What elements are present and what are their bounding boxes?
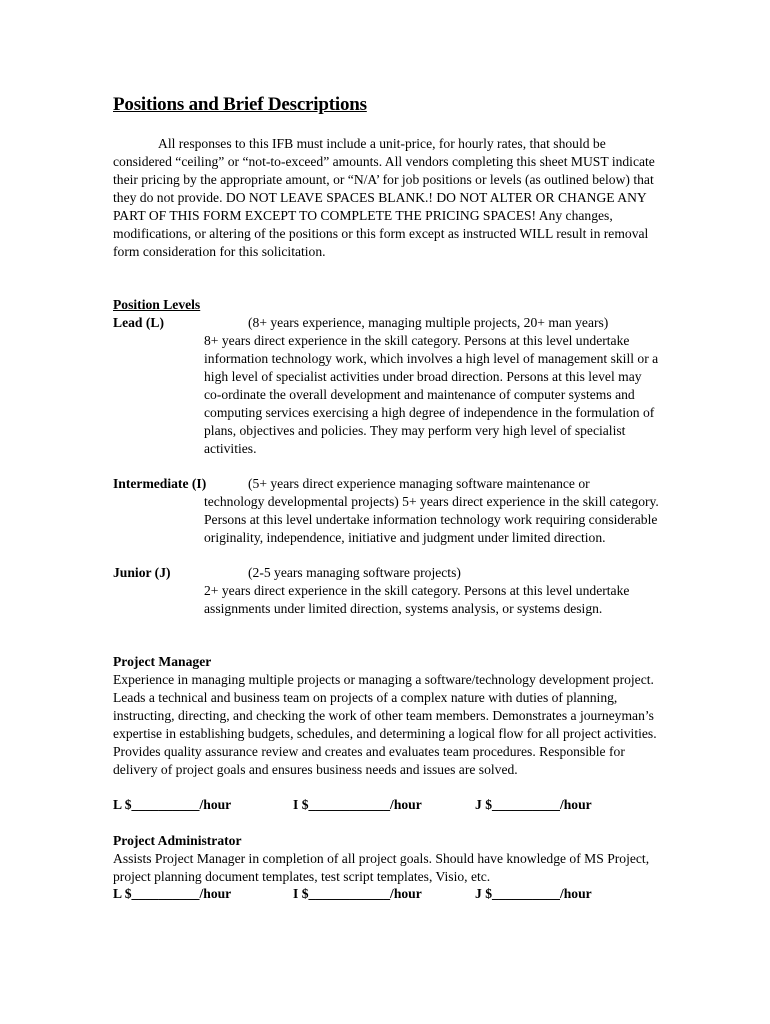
rate-lead-field[interactable]: L $__________/hour — [113, 886, 232, 901]
level-range: (8+ years experience, managing multiple projects, 20+ man years) — [248, 315, 609, 330]
level-description: 8+ years direct experience in the skill category. Persons at this level undertake information technology work, which involves a high level of management skill or a high level of specialist activities under broad direction. Persons at this level may co-ordinate the overall development and maintenance of computer systems and computing services exercising a high degree of independence in the formulation of plans, objectives and policies. They may perform very high level of specialist activities. — [204, 333, 659, 456]
level-lead — [113, 314, 663, 458]
level-description: 2+ years direct experience in the skill category. Persons at this level undertake assignments under limited direction, systems analysis, or systems design. — [204, 583, 630, 616]
project-administrator-heading: Project Administrator — [113, 833, 242, 848]
project-manager-heading: Project Manager — [113, 654, 212, 669]
page-title: Positions and Brief Descriptions — [113, 94, 367, 115]
rate-lead-field[interactable]: L $__________/hour — [113, 797, 232, 812]
level-intermediate — [113, 475, 663, 565]
level-name: Intermediate (I) — [113, 476, 207, 491]
rate-intermediate-field[interactable]: I $____________/hour — [293, 886, 422, 901]
rate-junior-field[interactable]: J $__________/hour — [475, 797, 592, 812]
level-range: (5+ years direct experience managing software maintenance or — [248, 476, 590, 491]
level-junior — [113, 564, 663, 636]
level-range: (2-5 years managing software projects) — [248, 565, 461, 580]
level-name: Junior (J) — [113, 565, 171, 580]
level-description: technology developmental projects) 5+ years direct experience in the skill category. Persons at this level undertake information technology work requiring considerable originality, independence, initiative and judgment under limited direction. — [204, 494, 659, 545]
rate-intermediate-field[interactable]: I $____________/hour — [293, 797, 422, 812]
project-manager-description: Experience in managing multiple projects or managing a software/technology development project. Leads a technical and business team on projects of a complex nature with duties of planning, instructing, directing, and checking the work of other team members. Demonstrates a journeyman’s expertise in establishing budgets, schedules, and determining a logical flow for all project activities. Provides quality assurance review and creates and evaluates team procedures. Responsible for delivery of project goals and ensures business needs and issues are solved. — [113, 672, 657, 777]
level-name: Lead (L) — [113, 315, 164, 330]
project-administrator-description: Assists Project Manager in completion of all project goals. Should have knowledge of MS Project, project planning document templates, test script templates, Visio, etc. — [113, 851, 650, 884]
rate-junior-field[interactable]: J $__________/hour — [475, 886, 592, 901]
intro-paragraph: All responses to this IFB must include a unit-price, for hourly rates, that should be considered “ceiling” or “not-to-exceed” amounts. All vendors completing this sheet MUST indicate their pricing by the appropriate amount, or “N/A’ for job positions or levels (as outlined below) that they do not provide. DO NOT LEAVE SPACES BLANK.! DO NOT ALTER OR CHANGE ANY PART OF THIS FORM EXCEPT TO COMPLETE THE PRICING SPACES! Any changes, modifications, or altering of the positions or this form except as instructed WILL result in removal form consideration for this solicitation. — [113, 136, 655, 259]
position-levels-heading: Position Levels — [113, 297, 201, 312]
